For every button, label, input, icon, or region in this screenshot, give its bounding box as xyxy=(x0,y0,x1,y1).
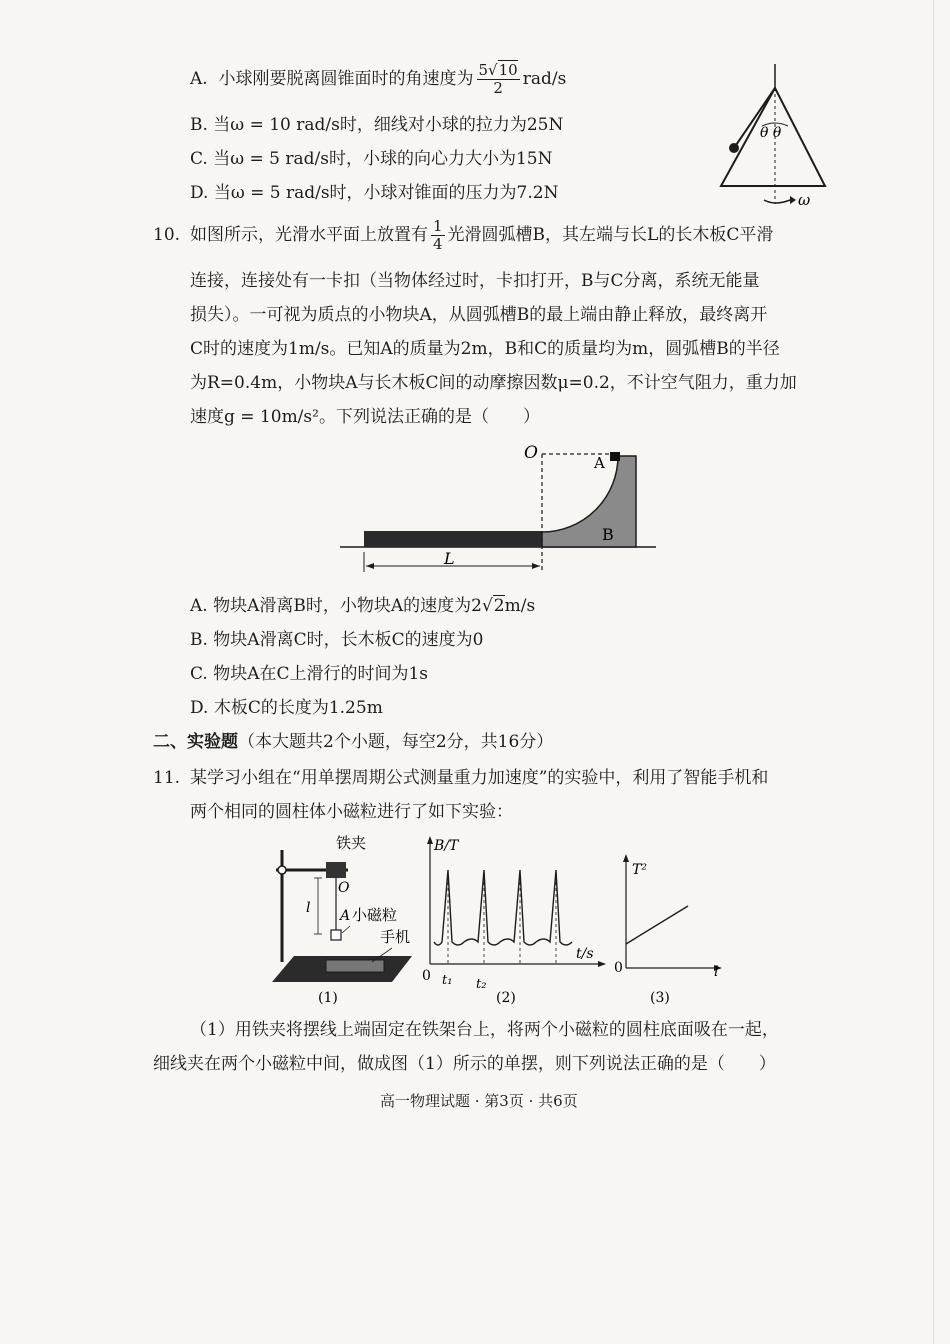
cone-theta-label: θ θ xyxy=(760,125,782,141)
q9-option-d: D. 当ω = 5 rad/s时，小球对锥面的压力为7.2N xyxy=(190,183,559,203)
q11-fig1-apparatus xyxy=(252,830,420,1010)
q10-line5: 为R=0.4m，小物块A与长木板C间的动摩擦因数μ=0.2，不计空气阻力，重力加 xyxy=(190,373,797,393)
fig3-line xyxy=(626,906,688,944)
q9-option-b: B. 当ω = 10 rad/s时，细线对小球的拉力为25N xyxy=(190,115,564,135)
q11-line2: 两个相同的圆柱体小磁粒进行了如下实验： xyxy=(190,802,513,822)
q10-fraction: $\frac{1}{4}$ xyxy=(433,217,443,253)
q10-line2: 连接，连接处有一卡扣（当物体经过时，卡扣打开，B与C分离，系统无能量 xyxy=(190,271,760,291)
q10-option-a: A. 物块A滑离B时，小物块A的速度为2√2m/s xyxy=(190,596,536,616)
point-o-label: O xyxy=(524,443,538,463)
block-a-label: A xyxy=(594,454,605,472)
groove-b-label: B xyxy=(602,525,614,544)
q9-option-c: C. 当ω = 5 rad/s时，小球的向心力大小为15N xyxy=(190,149,553,169)
fig2-signal-curve xyxy=(434,870,572,945)
arc-groove-b xyxy=(542,456,636,547)
cone-rotation-arrowhead xyxy=(790,196,796,204)
fig1-caption: (1) xyxy=(318,990,338,1006)
clamp-label: 铁夹 xyxy=(336,834,367,852)
fig3-caption: (3) xyxy=(650,990,670,1006)
fig3-y-arrow xyxy=(623,854,629,862)
section-2-heading: 二、实验题（本大题共2个小题，每空2分，共16分） xyxy=(153,732,554,752)
fig3-x-label: l xyxy=(714,964,719,980)
q9-a-fraction: $\frac{5√10}{2}$ xyxy=(478,61,518,97)
fig3-origin: 0 xyxy=(614,960,623,976)
page-edge xyxy=(933,0,934,1344)
point-o-label: O xyxy=(338,880,350,896)
q9-option-a: A. 小球刚要脱离圆锥面时的角速度为 $\frac{5√10}{2}$ rad/s xyxy=(190,61,567,97)
iron-clamp xyxy=(326,862,346,878)
page-footer: 高一物理试题 · 第3页 · 共6页 xyxy=(380,1092,578,1110)
phone-label: 手机 xyxy=(380,928,411,946)
q10-line4: C时的速度为1m/s。已知A的质量为2m，B和C的质量均为m，圆弧槽B的半径 xyxy=(190,339,780,359)
length-l-label: L xyxy=(444,549,455,568)
fig2-x-label: t/s xyxy=(576,946,594,962)
fig2-caption: (2) xyxy=(496,990,516,1006)
cone-omega-label: ω xyxy=(798,191,811,209)
q11-fig2-bt-graph xyxy=(418,832,608,1012)
point-a-label: A xyxy=(340,908,351,924)
q10-figure xyxy=(338,440,658,580)
q11-sub1-line1: （1）用铁夹将摆线上端固定在铁架台上，将两个小磁粒的圆柱底面吸在一起， xyxy=(190,1020,779,1040)
stand-joint xyxy=(278,866,286,874)
fig2-t1-label: t₁ xyxy=(442,973,453,988)
q11-sub1-line2: 细线夹在两个小磁粒中间，做成图（1）所示的单摆，则下列说法正确的是（ ） xyxy=(153,1054,776,1074)
q11-number: 11. xyxy=(153,768,181,788)
fig2-x-arrow xyxy=(598,961,606,967)
magnet-bob xyxy=(331,930,341,940)
cone-figure xyxy=(712,62,837,212)
q10-line6: 速度g = 10m/s²。下列说法正确的是（ ） xyxy=(190,407,540,427)
fig2-t2-label: t₂ xyxy=(476,977,487,992)
block-a xyxy=(610,452,620,461)
phone xyxy=(326,960,384,972)
fig2-y-label: B/T xyxy=(434,838,459,854)
q10-line3: 损失）。一可视为质点的小物块A，从圆弧槽B的最上端由静止释放，最终离开 xyxy=(190,305,768,325)
magnet-label: 小磁粒 xyxy=(352,906,398,924)
length-arrow-right xyxy=(532,563,540,569)
q11-line1: 某学习小组在“用单摆周期公式测量重力加速度”的实验中，利用了智能手机和 xyxy=(190,768,769,788)
fig2-y-arrow xyxy=(427,836,433,844)
board-c xyxy=(364,531,542,547)
q10-option-d: D. 木板C的长度为1.25m xyxy=(190,698,383,718)
fig2-origin: 0 xyxy=(422,968,431,984)
q11-fig3-t2-l-graph xyxy=(610,852,730,1012)
q10-line1: 如图所示，光滑水平面上放置有 $\frac{1}{4}$ 光滑圆弧槽B，其左端与长L的长木板C平滑 xyxy=(190,217,774,253)
magnet-pointer xyxy=(342,926,350,933)
q10-option-b: B. 物块A滑离C时，长木板C的速度为0 xyxy=(190,630,484,650)
length-arrow-left xyxy=(366,563,374,569)
fig3-y-label: T² xyxy=(632,862,647,878)
length-l-label: l xyxy=(306,900,311,916)
q10-option-c: C. 物块A在C上滑行的时间为1s xyxy=(190,664,429,684)
q10-number: 10. xyxy=(153,225,181,245)
cone-rotation-arrow xyxy=(764,200,790,203)
cone-ball xyxy=(729,143,739,153)
